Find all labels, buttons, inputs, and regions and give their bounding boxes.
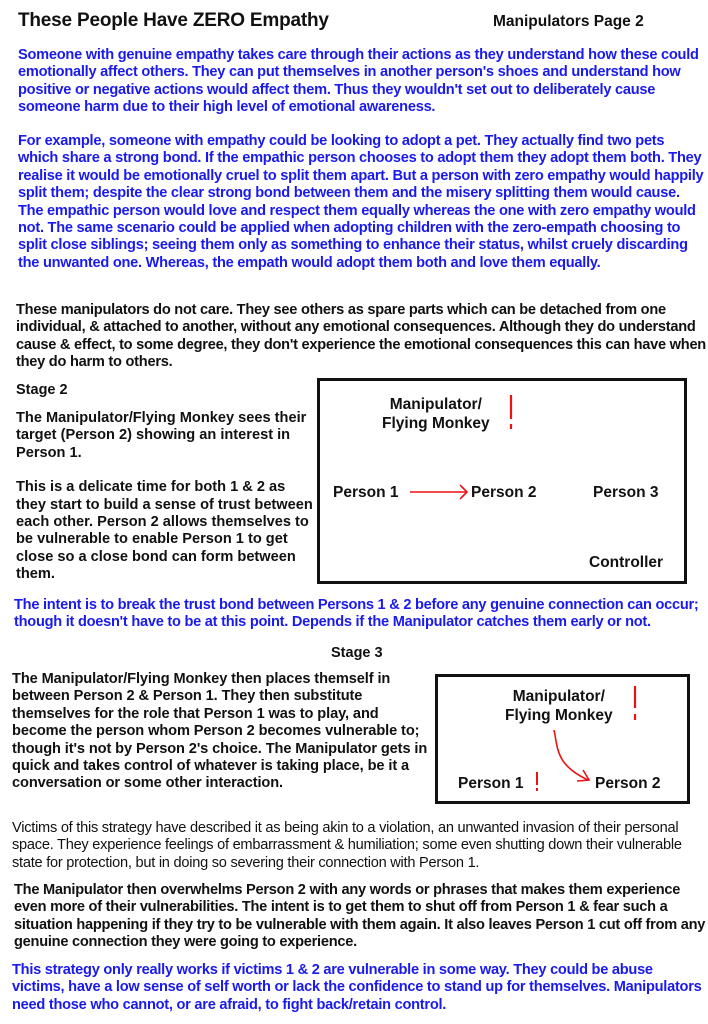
stage2-person2: Person 2 (471, 484, 537, 501)
stage2-text-1: The Manipulator/Flying Monkey sees their target (Person 2) showing an interest in Person 1. (16, 410, 307, 461)
stage2-person3: Person 3 (593, 484, 659, 501)
manipulator-line2: Flying Monkey (382, 415, 490, 432)
manipulator-line1: Manipulator/ (512, 688, 605, 705)
intro-paragraph: Someone with genuine empathy takes care through their actions as they understand how these could emotionally affect others. They can put themselves in another person's shoes and understand how positive or negative actions would affect them. Thus they wouldn't set out to deliberately cause someone harm due to their high level of emotional awareness. (18, 47, 699, 116)
manipulator-line1: Manipulator/ (389, 396, 482, 413)
stage2-person1: Person 1 (333, 484, 399, 501)
page-title: These People Have ZERO Empathy (18, 10, 329, 31)
stage2-text-2: This is a delicate time for both 1 & 2 as they start to build a sense of trust between each other. Person 2 allows themselves to be vulnerable to enable Person 1 to get close so a close bond can form between them. (16, 479, 313, 583)
stage3-diagram (435, 674, 690, 804)
example-paragraph: For example, someone with empathy could be looking to adopt a pet. They actually find two pets which share a strong bond. If the empathic person chooses to adopt them they adopt them both. They realise it would be emotionally cruel to split them apart. But a person with zero empathy would happily split them; despite the clear strong bond between them and the misery splitting them would cause. The empathic person would love and respect them equally whereas the one with zero empathy would not. The same scenario could be applied when adopting children with the zero-empath choosing to split close siblings; seeing them only as something to enhance their status, whilst cruely discarding the unwanted one. Whereas, the empath would adopt them both and love them equally. (18, 133, 704, 271)
stage2-diagram (317, 378, 687, 584)
intent-paragraph: The intent is to break the trust bond between Persons 1 & 2 before any genuine connection can occur; though it doesn't have to be at this point. Depends if the Manipulator catches them early or not. (14, 597, 699, 631)
stage3-person2: Person 2 (595, 775, 661, 792)
page-label: Manipulators Page 2 (493, 13, 644, 30)
manipulators-paragraph: These manipulators do not care. They see others as spare parts which can be detached from one individual, & attached to another, without any emotional consequences. Although they do understand cause & effect, to some degree, they don't experience the emotional consequences this can have when they do harm to others. (16, 302, 706, 371)
stage3-heading: Stage 3 (331, 645, 383, 661)
stage3-person1: Person 1 (458, 775, 524, 792)
stage2-heading: Stage 2 (16, 382, 68, 398)
manipulator-line2: Flying Monkey (505, 707, 613, 724)
overwhelm-paragraph: The Manipulator then overwhelms Person 2 with any words or phrases that makes them experience even more of their vulnerabilities. The intent is to get them to shut off from Person 1 & fear such a situation happening if they try to be vulnerable with them again. It also leaves Person 1 cut off from any genuine connection they were going to experience. (14, 882, 706, 951)
stage3-text: The Manipulator/Flying Monkey then places themself in between Person 2 & Person 1. They then substitute themselves for the role that Person 1 was to play, and become the person whom Person 2 becomes vulnerable to; though it's not by Person 2's choice. The Manipulator gets in quick and takes control of whatever is taking place, be it a conversation or some other interaction. (12, 671, 428, 792)
victims-paragraph: Victims of this strategy have described it as being akin to a violation, an unwanted invasion of their personal space. They experience feelings of embarrassment & humiliation; some even shutting down their vulnerable state for protection, but in doing so severing their connection with Person 1. (12, 820, 682, 871)
final-paragraph: This strategy only really works if victims 1 & 2 are vulnerable in some way. They could be abuse victims, have a low sense of self worth or lack the confidence to stand up for themselves. Manipulators need those who cannot, or are afraid, to fight back/retain control. (12, 962, 702, 1013)
stage2-arrow-icon (320, 381, 684, 581)
stage2-text (16, 410, 316, 601)
stage2-controller: Controller (589, 554, 664, 571)
